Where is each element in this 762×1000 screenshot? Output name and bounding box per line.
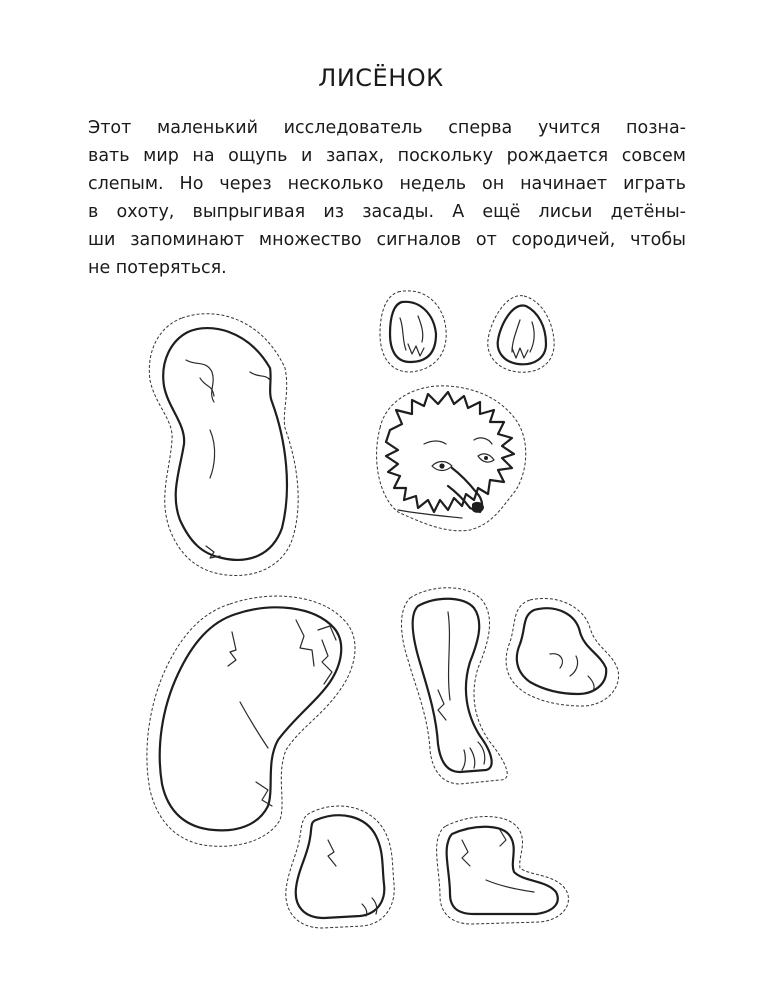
paragraph-line: ши запоминают множество сигналов от сородичей, чтобы xyxy=(88,230,686,250)
fox-ear-icon[interactable] xyxy=(488,296,554,373)
paragraph-line: слепым. Но через несколько недель он начинает играть xyxy=(88,174,686,194)
fox-front-leg-icon[interactable] xyxy=(402,588,508,784)
fox-head-icon[interactable] xyxy=(377,386,526,531)
paragraph-line: вать мир на ощупь и запах, поскольку рождается совсем xyxy=(88,146,686,166)
fox-haunch-icon[interactable] xyxy=(286,806,394,928)
fox-hind-leg-icon[interactable] xyxy=(506,598,618,706)
paragraph-line: не потеряться. xyxy=(88,258,227,278)
fox-tail-icon[interactable] xyxy=(149,314,298,576)
fox-ear-icon[interactable] xyxy=(380,291,446,372)
paragraph-line: Этот маленький исследователь сперва учится позна- xyxy=(88,118,686,138)
page-title: ЛИСЁНОК xyxy=(318,64,444,92)
paragraph-line: в охоту, выпрыгивая из засады. А ещё лисьи детёны- xyxy=(88,202,686,222)
fox-hind-leg-icon[interactable] xyxy=(437,817,569,925)
